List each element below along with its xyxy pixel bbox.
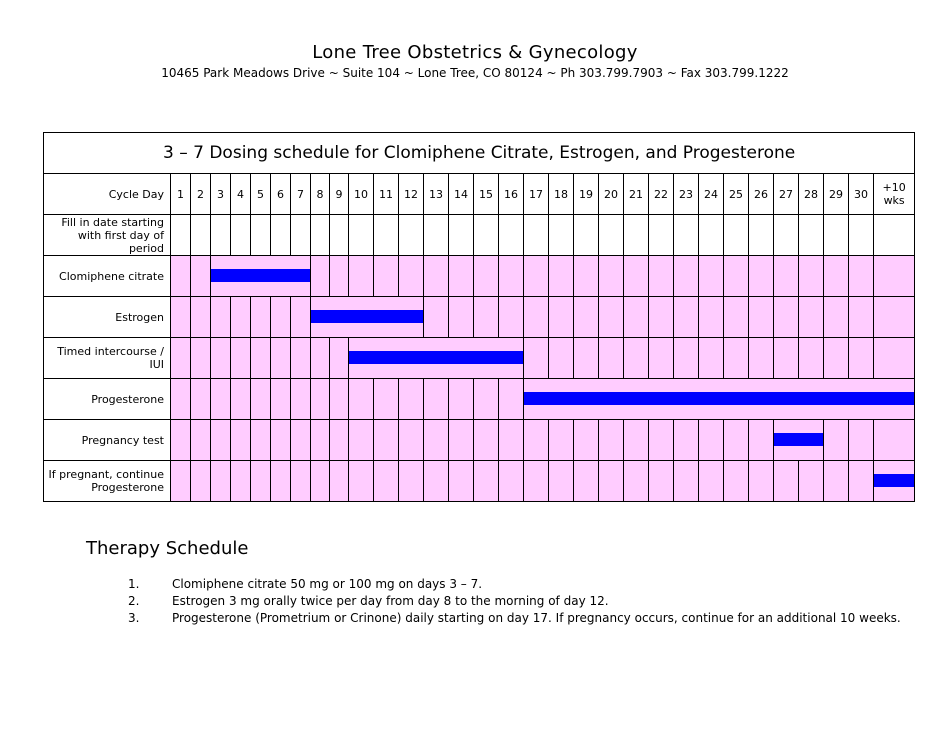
day-cell (699, 297, 724, 338)
day-cell (171, 297, 191, 338)
day-cell (699, 461, 724, 502)
day-cell (271, 461, 291, 502)
day-cell (191, 461, 211, 502)
day-cell (211, 297, 231, 338)
day-cell (624, 420, 649, 461)
schedule-row-label: Progesterone (44, 379, 171, 420)
day-cell (449, 256, 474, 297)
day-cell (524, 256, 549, 297)
day-cell (349, 379, 374, 420)
schedule-row (44, 338, 915, 379)
day-cell (374, 379, 399, 420)
day-cell (824, 256, 849, 297)
day-cell (649, 461, 674, 502)
day-cell (349, 461, 374, 502)
cycle-day-header: 12 (399, 174, 424, 215)
day-cell (191, 379, 211, 420)
cycle-day-header: 15 (474, 174, 499, 215)
day-cell (330, 256, 349, 297)
dosing-bar (211, 269, 310, 282)
cycle-day-header: 2 (191, 174, 211, 215)
day-cell (574, 215, 599, 256)
day-cell (849, 297, 874, 338)
therapy-list (128, 576, 901, 627)
day-cell (291, 297, 311, 338)
day-cell (330, 420, 349, 461)
day-cell (549, 420, 574, 461)
cycle-day-header: 19 (574, 174, 599, 215)
cycle-day-header: 8 (311, 174, 330, 215)
day-cell (574, 420, 599, 461)
cycle-day-header: 10 (349, 174, 374, 215)
day-cell (824, 338, 849, 379)
day-cell (549, 461, 574, 502)
cycle-day-header: 22 (649, 174, 674, 215)
day-cell (749, 256, 774, 297)
day-cell (191, 215, 211, 256)
day-cell (191, 420, 211, 461)
day-cell (424, 256, 449, 297)
therapy-item-number: 3. (128, 611, 140, 625)
day-cell (649, 256, 674, 297)
day-cell (251, 379, 271, 420)
day-cell (271, 297, 291, 338)
day-cell (724, 420, 749, 461)
day-cell (191, 297, 211, 338)
day-cell (674, 461, 699, 502)
day-cell (774, 338, 799, 379)
day-cell (291, 420, 311, 461)
day-cell (749, 461, 774, 502)
cycle-day-row (44, 174, 915, 215)
day-cell (330, 215, 349, 256)
day-cell (499, 297, 524, 338)
day-cell (724, 256, 749, 297)
day-cell (251, 338, 271, 379)
day-cell (624, 338, 649, 379)
day-cell (474, 461, 499, 502)
day-cell (724, 215, 749, 256)
schedule-row (44, 256, 915, 297)
day-cell (699, 256, 724, 297)
day-cell (849, 420, 874, 461)
day-cell (171, 256, 191, 297)
day-cell (231, 379, 251, 420)
day-cell (574, 256, 599, 297)
day-cell (574, 338, 599, 379)
schedule-row-label: Fill in date starting with first day of period (44, 215, 171, 256)
day-cell (624, 256, 649, 297)
day-cell (799, 256, 824, 297)
day-cell (399, 379, 424, 420)
day-cell (311, 256, 330, 297)
day-cell (449, 215, 474, 256)
schedule-row (44, 297, 915, 338)
day-cell (474, 215, 499, 256)
therapy-item (128, 593, 901, 610)
cycle-day-header: 21 (624, 174, 649, 215)
day-cell (251, 420, 271, 461)
cycle-day-header: 24 (699, 174, 724, 215)
schedule-row-label: Estrogen (44, 297, 171, 338)
day-cell (399, 420, 424, 461)
cycle-day-header: 27 (774, 174, 799, 215)
cycle-day-header: 3 (211, 174, 231, 215)
day-cell (649, 215, 674, 256)
day-cell (211, 420, 231, 461)
cycle-day-header: 13 (424, 174, 449, 215)
clinic-address: 10465 Park Meadows Drive ~ Suite 104 ~ Lone Tree, CO 80124 ~ Ph 303.799.7903 ~ Fax 303.799.1222 (161, 66, 789, 80)
day-cell (524, 461, 549, 502)
day-cell (824, 297, 849, 338)
day-cell (330, 461, 349, 502)
day-cell (499, 256, 524, 297)
cycle-day-header: 1 (171, 174, 191, 215)
day-cell (624, 461, 649, 502)
dosing-bar-cell (211, 256, 311, 297)
dosing-bar (349, 351, 523, 364)
cycle-day-header: 6 (271, 174, 291, 215)
day-cell (674, 215, 699, 256)
day-cell (424, 215, 449, 256)
cycle-day-header: 16 (499, 174, 524, 215)
day-cell (171, 420, 191, 461)
cycle-day-header: 26 (749, 174, 774, 215)
day-cell (231, 297, 251, 338)
day-cell (474, 420, 499, 461)
dosing-bar (524, 392, 914, 405)
schedule-title: 3 – 7 Dosing schedule for Clomiphene Citrate, Estrogen, and Progesterone (44, 133, 915, 174)
clinic-name: Lone Tree Obstetrics & Gynecology (312, 42, 638, 63)
therapy-item (128, 576, 901, 593)
schedule-row-label: Pregnancy test (44, 420, 171, 461)
day-cell (399, 256, 424, 297)
day-cell (774, 461, 799, 502)
therapy-schedule-title: Therapy Schedule (86, 538, 249, 559)
day-cell (874, 215, 915, 256)
day-cell (574, 461, 599, 502)
day-cell (271, 215, 291, 256)
dosing-bar-cell (774, 420, 824, 461)
day-cell (291, 461, 311, 502)
day-cell (251, 461, 271, 502)
day-cell (799, 338, 824, 379)
day-cell (449, 379, 474, 420)
day-cell (524, 215, 549, 256)
schedule-row (44, 379, 915, 420)
therapy-item-text: Estrogen 3 mg orally twice per day from day 8 to the morning of day 12. (172, 594, 609, 608)
therapy-item-number: 2. (128, 594, 140, 608)
schedule-row (44, 215, 915, 256)
cycle-day-header: 28 (799, 174, 824, 215)
cycle-day-header: 5 (251, 174, 271, 215)
day-cell (349, 256, 374, 297)
day-cell (311, 338, 330, 379)
day-cell (499, 420, 524, 461)
ten-weeks-header: +10 wks (874, 174, 915, 215)
day-cell (549, 256, 574, 297)
day-cell (524, 420, 549, 461)
day-cell (424, 420, 449, 461)
day-cell (749, 297, 774, 338)
day-cell (774, 256, 799, 297)
day-cell (311, 379, 330, 420)
day-cell (231, 461, 251, 502)
day-cell (624, 215, 649, 256)
day-cell (699, 338, 724, 379)
cycle-day-header: 20 (599, 174, 624, 215)
day-cell (349, 420, 374, 461)
schedule-row (44, 420, 915, 461)
schedule-row (44, 461, 915, 502)
day-cell (474, 256, 499, 297)
day-cell (399, 215, 424, 256)
dosing-bar-cell (311, 297, 424, 338)
dosing-bar-cell (349, 338, 524, 379)
day-cell (849, 256, 874, 297)
day-cell (311, 461, 330, 502)
day-cell (549, 338, 574, 379)
day-cell (599, 461, 624, 502)
day-cell (311, 420, 330, 461)
day-cell (424, 461, 449, 502)
day-cell (171, 461, 191, 502)
day-cell (291, 338, 311, 379)
day-cell (574, 297, 599, 338)
day-cell (749, 420, 774, 461)
day-cell (674, 420, 699, 461)
day-cell (874, 420, 915, 461)
day-cell (374, 420, 399, 461)
dosing-bar (774, 433, 823, 446)
day-cell (449, 461, 474, 502)
day-cell (824, 215, 849, 256)
cycle-day-header: 14 (449, 174, 474, 215)
cycle-day-header: 17 (524, 174, 549, 215)
dosing-bar (311, 310, 423, 323)
cycle-day-header: 9 (330, 174, 349, 215)
day-cell (191, 338, 211, 379)
cycle-day-header: 30 (849, 174, 874, 215)
day-cell (849, 215, 874, 256)
day-cell (699, 420, 724, 461)
therapy-item-number: 1. (128, 577, 140, 591)
day-cell (524, 338, 549, 379)
day-cell (424, 379, 449, 420)
day-cell (211, 338, 231, 379)
schedule-row-label: Clomiphene citrate (44, 256, 171, 297)
day-cell (649, 420, 674, 461)
day-cell (424, 297, 449, 338)
day-cell (191, 256, 211, 297)
day-cell (599, 420, 624, 461)
day-cell (599, 215, 624, 256)
day-cell (724, 461, 749, 502)
day-cell (499, 461, 524, 502)
day-cell (474, 297, 499, 338)
day-cell (624, 297, 649, 338)
cycle-day-header: 11 (374, 174, 399, 215)
day-cell (474, 379, 499, 420)
schedule-row-label: Timed intercourse / IUI (44, 338, 171, 379)
cycle-day-header: 23 (674, 174, 699, 215)
day-cell (549, 297, 574, 338)
cycle-day-label: Cycle Day (44, 174, 171, 215)
dosing-bar-cell (874, 461, 915, 502)
day-cell (271, 379, 291, 420)
day-cell (874, 338, 915, 379)
cycle-day-header: 7 (291, 174, 311, 215)
day-cell (674, 297, 699, 338)
therapy-item-text: Clomiphene citrate 50 mg or 100 mg on days 3 – 7. (172, 577, 483, 591)
cycle-day-header: 25 (724, 174, 749, 215)
day-cell (374, 256, 399, 297)
day-cell (499, 379, 524, 420)
day-cell (330, 379, 349, 420)
day-cell (271, 420, 291, 461)
day-cell (171, 215, 191, 256)
day-cell (330, 338, 349, 379)
schedule-row-label: If pregnant, continue Progesterone (44, 461, 171, 502)
day-cell (311, 215, 330, 256)
day-cell (849, 338, 874, 379)
day-cell (549, 215, 574, 256)
day-cell (349, 215, 374, 256)
day-cell (849, 461, 874, 502)
day-cell (251, 215, 271, 256)
day-cell (251, 297, 271, 338)
day-cell (231, 338, 251, 379)
day-cell (211, 215, 231, 256)
day-cell (699, 215, 724, 256)
day-cell (774, 297, 799, 338)
day-cell (824, 461, 849, 502)
day-cell (599, 297, 624, 338)
day-cell (649, 338, 674, 379)
day-cell (674, 256, 699, 297)
day-cell (799, 297, 824, 338)
day-cell (799, 461, 824, 502)
day-cell (291, 379, 311, 420)
day-cell (724, 338, 749, 379)
day-cell (399, 461, 424, 502)
day-cell (674, 338, 699, 379)
day-cell (291, 215, 311, 256)
day-cell (524, 297, 549, 338)
day-cell (874, 256, 915, 297)
day-cell (774, 215, 799, 256)
day-cell (724, 297, 749, 338)
day-cell (599, 338, 624, 379)
dosing-schedule-table (43, 132, 915, 502)
day-cell (374, 215, 399, 256)
day-cell (749, 215, 774, 256)
day-cell (231, 215, 251, 256)
day-cell (499, 215, 524, 256)
therapy-item-text: Progesterone (Prometrium or Crinone) daily starting on day 17. If pregnancy occurs, continue for an additional 10 weeks. (172, 611, 901, 625)
cycle-day-header: 18 (549, 174, 574, 215)
day-cell (649, 297, 674, 338)
day-cell (824, 420, 849, 461)
day-cell (749, 338, 774, 379)
day-cell (271, 338, 291, 379)
cycle-day-header: 4 (231, 174, 251, 215)
day-cell (799, 215, 824, 256)
day-cell (171, 338, 191, 379)
dosing-bar (874, 474, 914, 487)
day-cell (874, 297, 915, 338)
therapy-item (128, 610, 901, 627)
day-cell (171, 379, 191, 420)
cycle-day-header: 29 (824, 174, 849, 215)
day-cell (231, 420, 251, 461)
day-cell (599, 256, 624, 297)
day-cell (449, 420, 474, 461)
day-cell (211, 379, 231, 420)
day-cell (374, 461, 399, 502)
day-cell (449, 297, 474, 338)
day-cell (211, 461, 231, 502)
dosing-bar-cell (524, 379, 915, 420)
